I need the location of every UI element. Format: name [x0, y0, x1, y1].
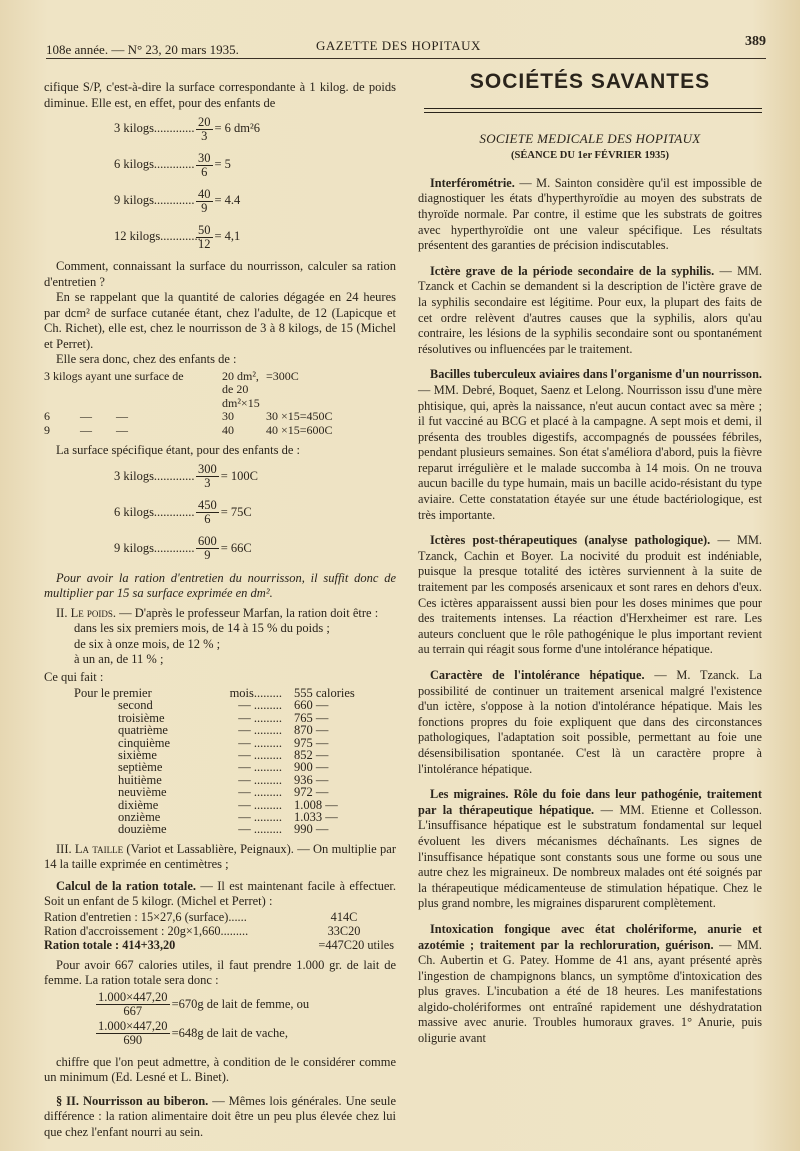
paragraph	[44, 606, 396, 622]
monthly-calories-table	[44, 687, 396, 836]
communication-item	[418, 668, 762, 777]
month-calories: 972 —	[294, 785, 329, 800]
fraction-row	[44, 495, 396, 531]
numerator: 30	[198, 150, 211, 165]
surface-cell: 40	[222, 422, 234, 437]
fraction-row	[44, 219, 396, 255]
month-calories: 555 calories	[294, 686, 355, 700]
communication-title: Bacilles tuberculeux aviaires dans l'organisme d'un nourrisson.	[430, 367, 762, 382]
communication-body: — MM. Tzanck et Cachin se demandent si la description de l'ictère grave de la syphilis secondaire est légitime. Pour eux, la plupart des faits de cet ordre relèvent d'autres causes que la syphilis, alors qu'au contraire, les lésions de la syphilis secondaire sont ou spontanément résolutives ou influencées par le traitement.	[418, 263, 763, 356]
fraction-row	[44, 111, 396, 147]
surface-cell: 30 ×15=450C	[266, 409, 333, 423]
paragraph: chiffre que l'on peut admettre, à condition de le considérer comme un minimum (Ed. Lesné et L. Binet).	[44, 1054, 396, 1085]
denominator: 3	[204, 476, 211, 490]
denominator: 6	[201, 164, 208, 179]
running-header	[46, 36, 766, 58]
denominator: 9	[201, 200, 208, 215]
surface-cell: 9 — —	[44, 422, 128, 437]
section-heading: § II. Nourrisson au biberon.	[56, 1093, 209, 1108]
paragraph	[44, 879, 396, 910]
month-leader: — .........	[238, 785, 282, 800]
header-rule	[46, 58, 766, 59]
fraction-result: = 6 dm²6	[214, 121, 261, 136]
month-row	[74, 761, 396, 773]
month-name: septième	[118, 760, 163, 775]
denominator: 690	[123, 1032, 143, 1047]
paragraph-text: — Mêmes lois générales. Une seule différence : la ration alimentaire doit être un peu plus élevée chez lui que chez l'enfant nourri au sein.	[44, 1093, 397, 1139]
numerator: 50	[198, 222, 211, 237]
numerator: 300	[198, 462, 217, 476]
journal-title: GAZETTE DES HOPITAUX	[316, 38, 481, 53]
paragraph: cifique S/P, c'est-à-dire la surface correspondante à 1 kilog. de poids diminue. Elle est, en effet, pour des enfants de	[44, 80, 396, 110]
month-name: dixième	[118, 797, 159, 812]
month-calories: 900 —	[294, 760, 329, 775]
month-leader: — .........	[238, 748, 282, 763]
paragraph: Comment, connaissant la surface du nourrisson, calculer sa ration d'entretien ?	[44, 259, 396, 289]
communication-title: Les migraines. Rôle du foie dans leur pathogénie, traitement par la thérapeutique hépatique.	[418, 787, 762, 817]
milk-calc-women	[94, 991, 396, 1018]
month-row	[74, 823, 396, 835]
fraction	[196, 152, 213, 179]
fraction	[196, 224, 213, 251]
surface-row	[44, 410, 396, 424]
month-leader: — .........	[238, 810, 282, 825]
paragraph-text: (Variot et Lassablière, Peignaux). — On multiplie par 14 la taille exprimée en centimètres ;	[44, 841, 396, 872]
communication-body: — M. Sainton considère qu'il est impossible de diagnostiquer les états d'hyperthyroïdie au moyen des substrats de thyroïde normale. Par contre, il estime que les substrats de goitres avec hyperthyroïdie ont une valeur spécifique. Les résultats présentent des garanties de précision indiscutables.	[418, 175, 762, 253]
society-name: SOCIETE MEDICALE DES HOPITAUX	[479, 130, 701, 146]
denominator: 3	[201, 128, 208, 143]
communications-list	[418, 176, 762, 1047]
issue-info: 108e année. — N° 23, 20 mars 1935.	[46, 42, 239, 57]
fraction-label: 6 kilogs.............	[114, 504, 195, 519]
month-name: quatrième	[118, 723, 168, 738]
surface-cell: 6 — —	[44, 409, 128, 423]
communication-item	[418, 922, 762, 1047]
numerator: 20	[198, 114, 211, 129]
communication-body: — MM. Tzanck, Cachin et Boyer. La nocivité du produit est indéniable, puisque la presque totalité des ictères surviennent à la suite de traitement par les composés arsenicaux et sont rares en dehors d'eux. Ces ictères apparaissent aussi bien pour les doses minimes que pour des traitements intenses. La réaction d'Herxheimer est rare. Les auteurs concluent que le rôle pathogénique le plus important revient au terrain qui réagit sous forme d'une intolérance hépatique.	[418, 533, 763, 657]
numerator: 1.000×447,20	[98, 1018, 168, 1033]
paragraph	[44, 842, 396, 873]
month-name: onzième	[118, 810, 161, 825]
session-date: (SÉANCE DU 1er FÉVRIER 1935)	[511, 150, 669, 162]
communication-body: — MM. Etienne et Collesson. L'insuffisance hépatique est le substratum fondamental sur lequel évoluent les divers mécanismes déchaînants. Les signes de l'insuffisance hépatique sont constants sous une forme ou sous une autre chez les migraineux. De nombreux malades ont été soignés par la thérapeutique médicamenteuse de stimulation hépatique. Chez le plus grand nombre, les migraines disparurent complètement.	[418, 802, 762, 911]
denominator: 12	[198, 236, 211, 251]
fraction-label: 12 kilogs.............	[114, 229, 201, 244]
fraction-label: 6 kilogs.............	[114, 157, 195, 172]
fraction	[96, 991, 170, 1018]
milk-calc-cow	[94, 1020, 396, 1047]
fraction	[196, 188, 213, 215]
denominator: 667	[123, 1003, 143, 1018]
month-leader: — .........	[238, 710, 282, 725]
month-name: neuvième	[118, 785, 167, 800]
month-calories: 990 —	[294, 822, 329, 837]
month-row	[74, 699, 396, 711]
paragraph: Pour avoir 667 calories utiles, il faut prendre 1.000 gr. de lait de femme. La ration totale sera donc :	[44, 957, 396, 988]
ration-calc	[44, 910, 396, 952]
fraction-result: = 100C	[220, 468, 259, 483]
communication-item	[418, 533, 762, 658]
fraction-result: = 75C	[220, 504, 252, 519]
fraction	[196, 463, 219, 490]
section-label: III. La taille	[56, 841, 124, 856]
month-name: troisième	[118, 710, 165, 725]
communication-item	[418, 367, 762, 523]
fraction-label: 3 kilogs.............	[114, 121, 195, 136]
fraction	[196, 116, 213, 143]
month-leader: — .........	[238, 723, 282, 738]
month-name: douzième	[118, 822, 167, 837]
fraction-row	[44, 147, 396, 183]
fraction-result: =670g de lait de femme, ou	[171, 996, 310, 1011]
ration-value: 33C20	[327, 923, 361, 938]
communication-title: Interférométrie.	[430, 175, 515, 190]
month-calories: 660 —	[294, 698, 329, 713]
fraction	[196, 535, 219, 562]
month-leader: — .........	[238, 822, 282, 837]
ration-value: =447C20 utiles	[318, 937, 394, 952]
surface-cell: 30	[222, 409, 234, 423]
month-name: sixième	[118, 748, 157, 763]
denominator: 9	[204, 548, 211, 562]
paragraph: En se rappelant que la quantité de calories dégagée en 24 heures par dcm² de surface cutanée étant, chez l'adulte, de 12 (Lapicque et Ch. Richet), elle est, chez le nourrisson de 3 à 8 kilogs, de 15 (Michel et Perret).	[44, 290, 396, 351]
numerator: 1.000×447,20	[98, 989, 168, 1004]
surface-cell: 40 ×15=600C	[266, 422, 333, 437]
communication-item	[418, 264, 762, 358]
right-column	[418, 70, 762, 1057]
month-row	[74, 724, 396, 736]
numerator: 450	[198, 498, 217, 512]
communication-body: — M. Tzanck. La possibilité de continuer un traitement arsenical malgré l'existence d'un ictère, s'oppose à la notion d'intolérance hépatique. Mais les fonctions propres du foie expliquent que dans des circonstances pathologiques, l'adaptation soit possible, permettant au foie une désensibilisation spontanée. C'est là un caractère propre à l'intolérance hépatique.	[418, 668, 762, 776]
month-leader: mois.........	[229, 686, 282, 700]
month-leader: — .........	[238, 772, 282, 787]
month-row	[74, 786, 396, 798]
title-rule	[424, 108, 762, 113]
month-leader: — .........	[238, 797, 282, 812]
list-line: à un an, de 11 % ;	[74, 652, 164, 666]
denominator: 6	[204, 512, 211, 526]
month-name: Pour le premier	[74, 686, 152, 700]
ration-line: Ration d'entretien : 15×27,6 (surface)......	[44, 909, 247, 924]
month-name: huitième	[118, 772, 162, 787]
fraction-result: = 66C	[220, 540, 252, 555]
communication-title: Intoxication fongique avec état cholériforme, anurie et azotémie ; traitement par la rechloruration, guérison.	[418, 921, 762, 952]
communication-title: Ictères post-thérapeutiques (analyse pathologique).	[430, 533, 711, 548]
communication-title: Caractère de l'intolérance hépatique.	[430, 668, 645, 682]
numerator: 40	[198, 186, 211, 201]
paragraph: La surface spécifique étant, pour des enfants de :	[56, 443, 300, 457]
month-leader: — .........	[238, 760, 282, 775]
communication-item	[418, 176, 762, 254]
fraction	[96, 1020, 170, 1047]
month-leader: — .........	[238, 698, 282, 713]
fraction-result: = 4.4	[214, 193, 241, 208]
fraction-row	[44, 183, 396, 219]
fraction-row	[44, 531, 396, 567]
ration-line: Ration d'accroissement : 20g×1,660.........	[44, 923, 249, 938]
fraction-label: 3 kilogs.............	[114, 468, 195, 483]
month-name: second	[118, 698, 153, 713]
communication-body: — MM. Debré, Boquet, Saenz et Lelong. Nourrisson issu d'une mère phtisique, qui, après la naissance, n'eut aucun contact avec sa mère ; il fut vacciné au BCG et placé à la campagne. A sept mois et demi, il présenta des troubles digestifs, accompagnés de poussées fébriles, pendant plusieurs semaines. Son état s'améliora d'abord, puis la fièvre reparut irrégulière et le malade succomba à 14 mois. On ne trouva aucun bacille du type humain, mais un bacille acido-résistant du type aviaire. Cette constatation étayée sur une étude bactériologique, est très importante.	[418, 382, 762, 522]
communication-title: Ictère grave de la période secondaire de la syphilis.	[430, 263, 715, 278]
month-calories: 870 —	[294, 723, 329, 738]
month-calories: 852 —	[294, 748, 329, 763]
fraction-result: = 5	[214, 157, 231, 172]
fraction-result: = 4,1	[214, 229, 241, 244]
month-calories: 1.033 —	[294, 810, 338, 825]
surface-cell: 20 dm², de 20 dm²×15	[222, 368, 260, 410]
left-column	[44, 80, 396, 1140]
month-name: cinquième	[118, 735, 171, 750]
month-calories: 975 —	[294, 735, 329, 750]
fraction-label: 9 kilogs.............	[114, 540, 195, 555]
list-line: dans les six premiers mois, de 14 à 15 % du poids ;	[74, 621, 330, 635]
list-line: de six à onze mois, de 12 % ;	[74, 636, 221, 651]
surface-cell: =300C	[266, 368, 299, 383]
month-calories: 936 —	[294, 772, 329, 787]
surface-row	[44, 370, 396, 411]
paragraph: Elle sera donc, chez des enfants de :	[56, 352, 237, 366]
paragraph-italic: Pour avoir la ration d'entretien du nourrisson, il suffit donc de multiplier par 15 sa surface exprimée en dm².	[44, 570, 396, 600]
ration-value: 414C	[330, 909, 358, 924]
paragraph-text: — D'après le professeur Marfan, la ration doit être :	[115, 605, 379, 620]
month-calories: 1.008 —	[294, 797, 338, 812]
communication-item	[418, 787, 762, 912]
fraction	[196, 499, 219, 526]
surface-table	[44, 370, 396, 438]
paragraph	[44, 1094, 396, 1141]
paragraph: Ce qui fait :	[44, 669, 104, 684]
fraction-list-surface	[44, 111, 396, 255]
numerator: 600	[198, 534, 217, 548]
fraction-label: 9 kilogs.............	[114, 193, 195, 208]
month-leader: — .........	[238, 735, 282, 750]
surface-row	[44, 424, 396, 438]
surface-cell: 3 kilogs ayant une surface de	[44, 368, 184, 383]
fraction-row	[44, 459, 396, 495]
paragraph-text: — Il est maintenant facile à effectuer. Soit un enfant de 5 kilogr. (Michel et Perret) :	[44, 878, 396, 909]
section-label: II. Le poids.	[56, 605, 116, 620]
communication-body: — MM. Ch. Aubertin et G. Patey. Homme de 41 ans, ayant présenté après l'ingestion de champignons blancs, un symptôme d'intoxication des plus graves. L'incubation a été de 18 heures. Les manifestations algido-cholériformes ont entraîné rapidement une déshydratation massive avec anurie. Troubles humoraux graves. 1° Anurie, puis oligurie avant	[418, 937, 763, 1046]
section-heading: Calcul de la ration totale.	[56, 878, 196, 893]
ration-line: Ration totale : 414+33,20	[44, 937, 176, 952]
page-number: 389	[745, 34, 766, 49]
section-title: SOCIÉTÉS SAVANTES	[469, 70, 711, 93]
month-calories: 765 —	[294, 710, 329, 725]
fraction-result: =648g de lait de vache,	[171, 1025, 288, 1040]
fraction-list-calories	[44, 459, 396, 567]
